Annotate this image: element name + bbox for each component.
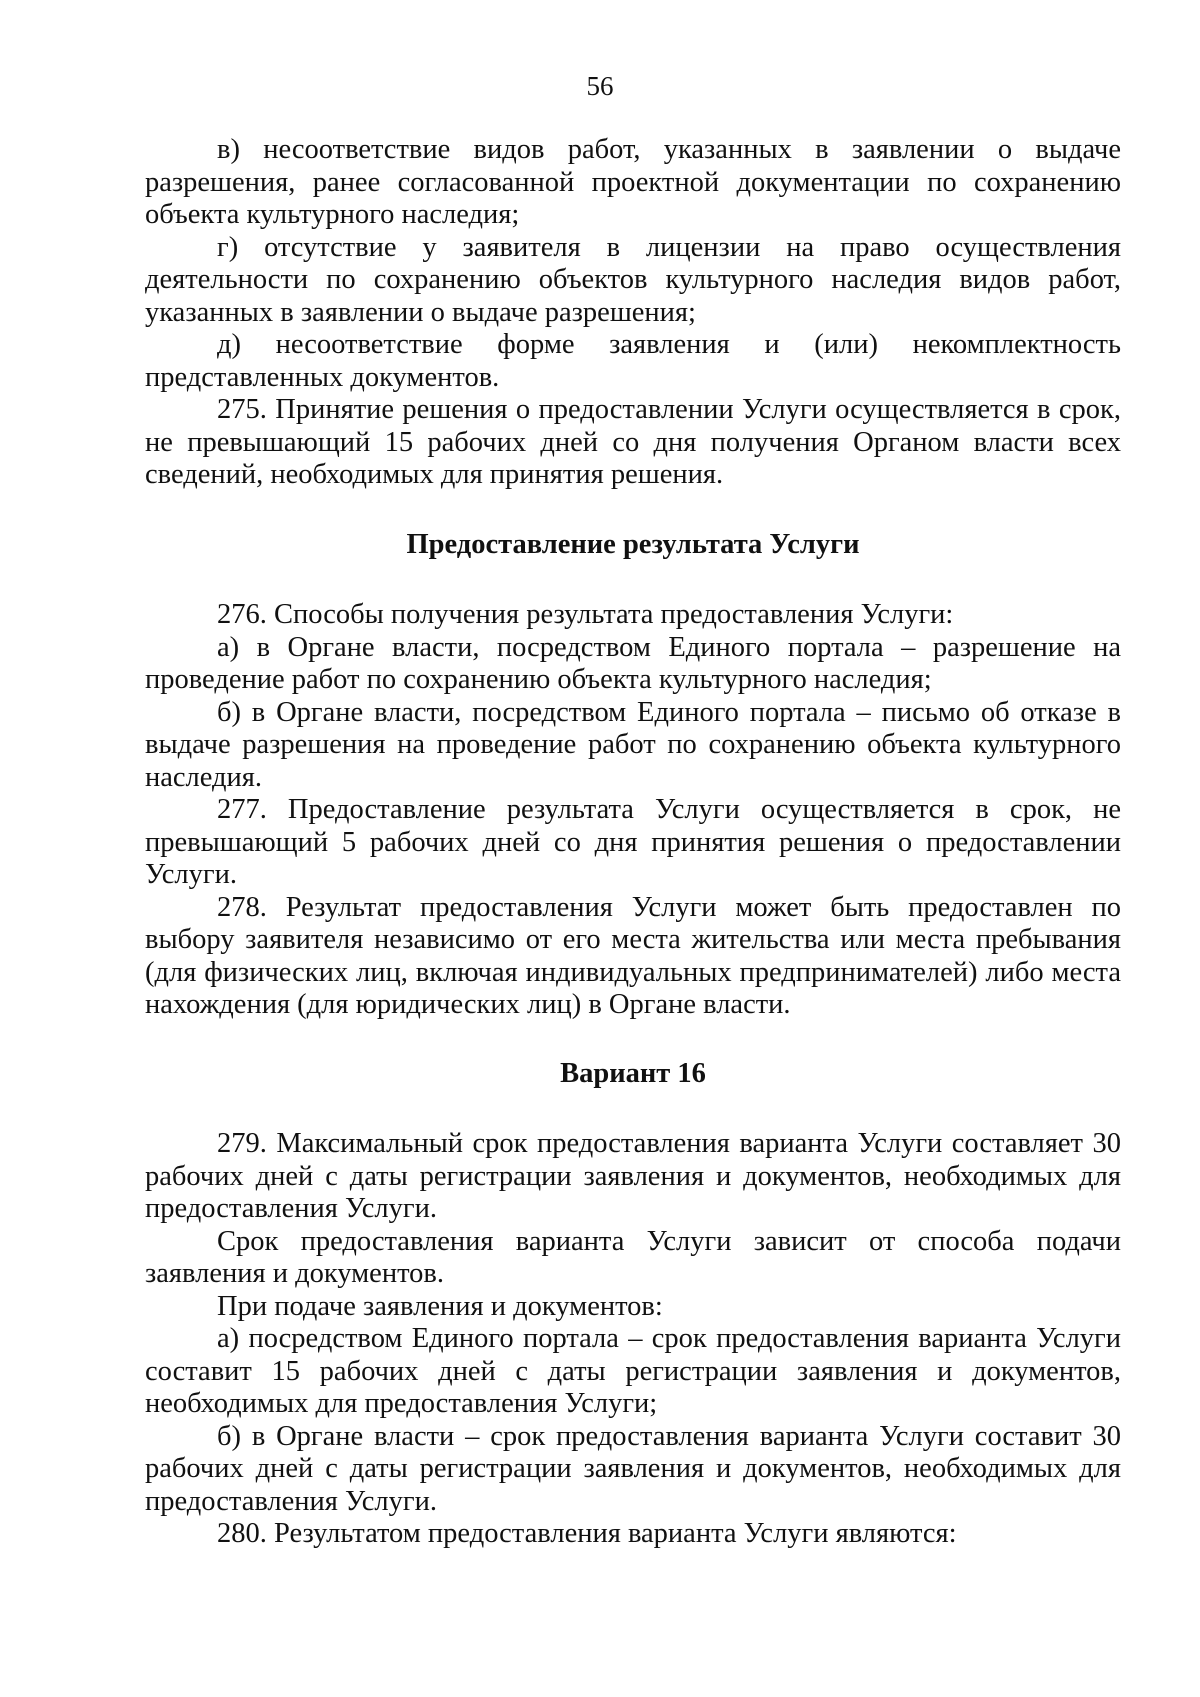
paragraph-277: 277. Предоставление результата Услуги осуществляется в срок, не превышающий 5 рабочих дней со дня принятия решения о предоставлении Услуги. — [145, 794, 1121, 890]
paragraph-276-a: а) в Органе власти, посредством Единого портала – разрешение на проведение работ по сохранению объекта культурного наследия; — [145, 631, 1121, 695]
paragraph-276: 276. Способы получения результата предоставления Услуги: — [217, 599, 954, 630]
paragraph-279-a: а) посредством Единого портала – срок предоставления варианта Услуги составит 15 рабочих дней с даты регистрации заявления и документов, необходимых для предоставления Услуги; — [145, 1323, 1121, 1419]
document-body — [145, 134, 1121, 1551]
section-heading-variant-16: Вариант 16 — [560, 1057, 706, 1089]
paragraph-v: в) несоответствие видов работ, указанных в заявлении о выдаче разрешения, ранее согласованной проектной документации по сохранению объекта культурного наследия; — [145, 134, 1121, 230]
page-number: 56 — [586, 71, 614, 101]
section-heading-result: Предоставление результата Услуги — [406, 528, 860, 560]
paragraph-g: г) отсутствие у заявителя в лицензии на право осуществления деятельности по сохранению объектов культурного наследия видов работ, указанных в заявлении о выдаче разрешения; — [145, 231, 1121, 328]
paragraph-275: 275. Принятие решения о предоставлении Услуги осуществляется в срок, не превышающий 15 рабочих дней со дня получения Органом власти всех сведений, необходимых для принятия решения. — [145, 394, 1121, 490]
paragraph-279-b: б) в Органе власти – срок предоставления варианта Услуги составит 30 рабочих дней с даты регистрации заявления и документов, необходимых для предоставления Услуги. — [145, 1420, 1121, 1517]
paragraph-276-b: б) в Органе власти, посредством Единого портала – письмо об отказе в выдаче разрешения на проведение работ по сохранению объекта культурного наследия. — [145, 696, 1121, 793]
paragraph-279: 279. Максимальный срок предоставления варианта Услуги составляет 30 рабочих дней с даты регистрации заявления и документов, необходимых для предоставления Услуги. — [145, 1128, 1121, 1224]
paragraph-submission: При подаче заявления и документов: — [217, 1290, 663, 1322]
paragraph-280: 280. Результатом предоставления варианта Услуги являются: — [217, 1518, 957, 1549]
paragraph-term-depends: Срок предоставления варианта Услуги зависит от способа подачи заявления и документов. — [145, 1225, 1121, 1289]
paragraph-d: д) несоответствие форме заявления и (или) некомплектность представленных документов. — [145, 329, 1121, 393]
paragraph-278: 278. Результат предоставления Услуги может быть предоставлен по выбору заявителя независимо от его места жительства или места пребывания (для физических лиц, включая индивидуальных предпринимателей) либо места нахождения (для юридических лиц) в Органе власти. — [145, 891, 1121, 1020]
